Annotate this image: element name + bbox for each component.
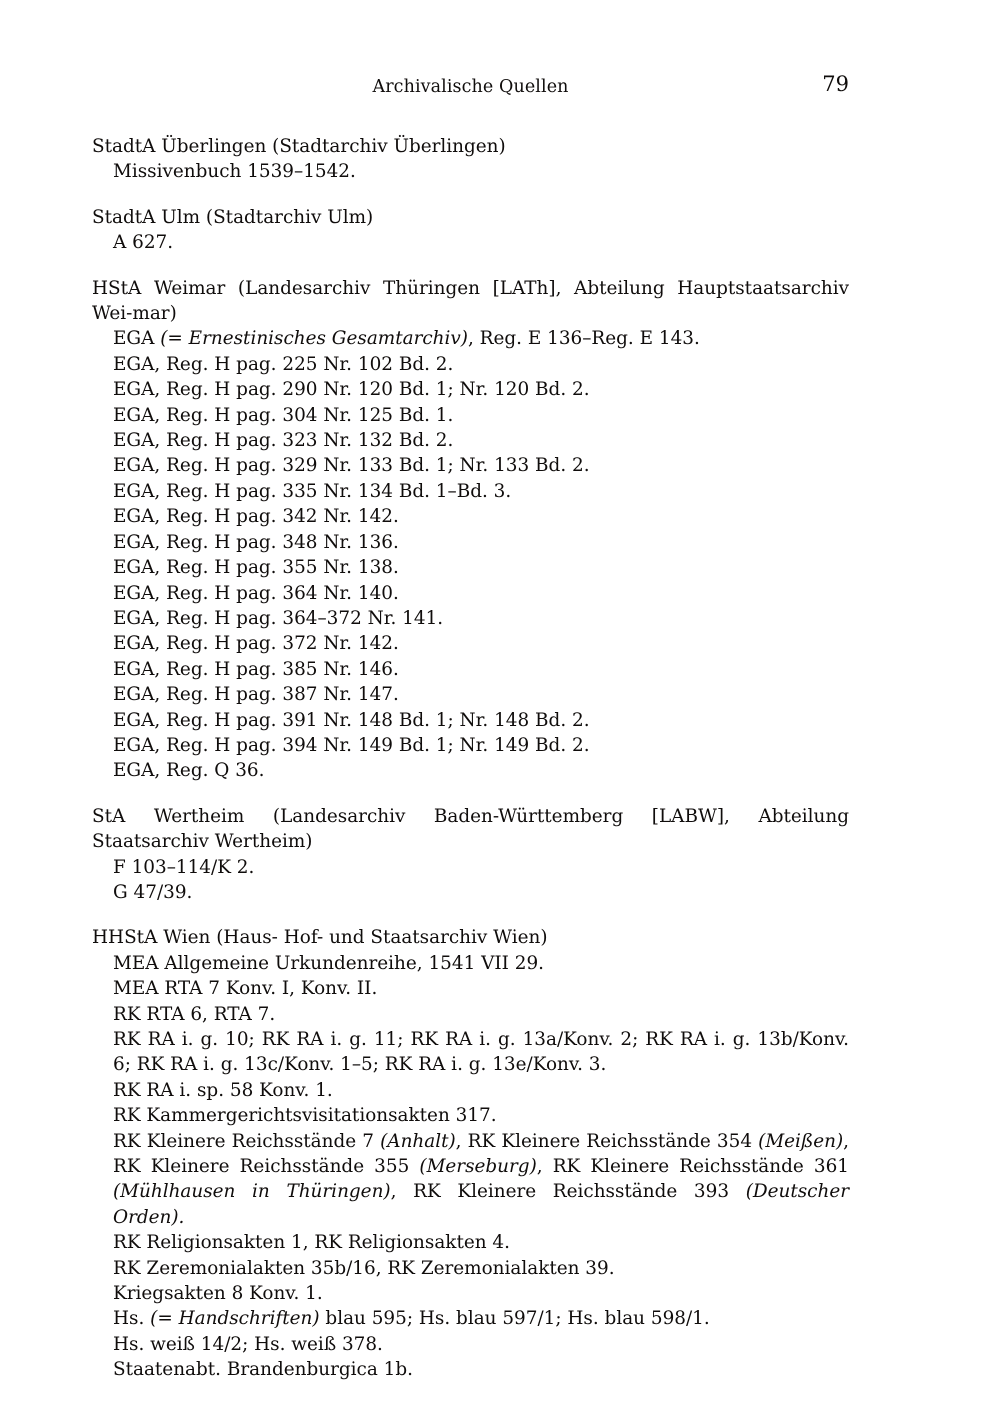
archive-entry: MEA RTA 7 Konv. I, Konv. II. [113, 978, 378, 1000]
archive-entry: RK Zeremonialakten 35b/16, RK Zeremonialakten 39. [113, 1257, 615, 1279]
entry-text-run: RK Kleinere Reichsstände 7 [113, 1130, 381, 1152]
archive-entry: EGA, Reg. H pag. 323 Nr. 132 Bd. 2. [113, 430, 454, 452]
archive-entry-list [92, 951, 849, 1383]
archive-section [92, 205, 849, 256]
archive-entry: A 627. [113, 232, 174, 254]
archive-entry: EGA, Reg. H pag. 394 Nr. 149 Bd. 1; Nr. 149 Bd. 2. [113, 734, 590, 756]
archive-entry: EGA, Reg. H pag. 225 Nr. 102 Bd. 2. [113, 353, 454, 375]
archive-entry: RK RTA 6, RTA 7. [113, 1003, 276, 1025]
entry-italic-note: (= Handschriften) [150, 1308, 320, 1330]
archive-entry-list [92, 326, 849, 783]
archive-entry: RK RA i. sp. 58 Konv. 1. [113, 1079, 333, 1101]
entry-italic-note: (= Ernestinisches Gesamtarchiv) [160, 328, 468, 350]
archive-section [92, 276, 849, 784]
archive-entry: Missivenbuch 1539–1542. [113, 161, 356, 183]
archive-entry: RK RA i. g. 10; RK RA i. g. 11; RK RA i. g. 13a/Konv. 2; RK RA i. g. 13b/Konv. 6; RK RA i. g. 13c/Konv. 1–5; RK RA i. g. 13e/Konv. 3. [113, 1029, 849, 1076]
running-head-title: Archivalische Quellen [372, 77, 569, 97]
archive-entry-list [92, 159, 849, 184]
archive-entry [92, 1306, 849, 1331]
archive-entry: EGA, Reg. H pag. 364–372 Nr. 141. [113, 607, 444, 629]
entry-italic-note: (Merseburg) [419, 1156, 537, 1178]
archive-entry: Staatenabt. Brandenburgica 1b. [113, 1359, 413, 1381]
archive-section [92, 804, 849, 906]
entry-text-run: , RK Kleinere Reichsstände 393 [390, 1181, 746, 1203]
archive-entry: EGA, Reg. H pag. 348 Nr. 136. [113, 531, 399, 553]
archive-entry: EGA, Reg. H pag. 329 Nr. 133 Bd. 1; Nr. 133 Bd. 2. [113, 455, 590, 477]
archive-heading: HStA Weimar (Landesarchiv Thüringen [LATh], Abteilung Hauptstaatsarchiv Wei-mar) [92, 277, 849, 325]
entry-text-run: , RK Kleinere Reichsstände 355 [113, 1130, 849, 1178]
archive-entry-list [92, 230, 849, 255]
archive-heading: StadtA Überlingen (Stadtarchiv Überlingen) [92, 136, 506, 157]
entry-text-run: , RK Kleinere Reichsstände 361 [536, 1156, 849, 1178]
entry-text-run: EGA [113, 328, 161, 350]
archive-heading: HHStA Wien (Haus- Hof- und Staatsarchiv Wien) [92, 927, 548, 949]
entry-italic-note: (Mühlhausen in Thüringen) [113, 1181, 391, 1203]
archive-heading: StA Wertheim (Landesarchiv Baden-Württemberg [LABW], Abteilung Staatsarchiv Wertheim) [92, 805, 849, 853]
archive-entry: EGA, Reg. H pag. 385 Nr. 146. [113, 658, 399, 680]
archive-entry: G 47/39. [113, 881, 193, 903]
archive-entry: MEA Allgemeine Urkundenreihe, 1541 VII 29. [113, 952, 545, 974]
entry-italic-note: (Anhalt) [380, 1130, 456, 1152]
archive-sections [92, 134, 849, 1383]
archive-entry: RK Religionsakten 1, RK Religionsakten 4. [113, 1232, 510, 1254]
entry-text-run: , Reg. E 136–Reg. E 143. [467, 328, 700, 350]
entry-text-run: Hs. [113, 1308, 151, 1330]
archive-entry: EGA, Reg. H pag. 335 Nr. 134 Bd. 1–Bd. 3. [113, 480, 512, 502]
page-number: 79 [822, 72, 849, 96]
archive-entry: EGA, Reg. H pag. 364 Nr. 140. [113, 582, 399, 604]
archive-entry-list [92, 855, 849, 906]
archive-section [92, 134, 849, 185]
running-head [92, 0, 849, 134]
archive-entry: EGA, Reg. H pag. 391 Nr. 148 Bd. 1; Nr. 148 Bd. 2. [113, 709, 590, 731]
page-content [92, 0, 849, 1383]
entry-text-run: , RK Kleinere Reichsstände 354 [455, 1130, 759, 1152]
archive-entry: EGA, Reg. H pag. 355 Nr. 138. [113, 557, 399, 579]
archive-entry: EGA, Reg. H pag. 372 Nr. 142. [113, 633, 399, 655]
archive-entry: Hs. weiß 14/2; Hs. weiß 378. [113, 1333, 383, 1355]
entry-text-run: blau 595; Hs. blau 597/1; Hs. blau 598/1. [319, 1308, 710, 1330]
entry-italic-note: (Meißen) [758, 1130, 844, 1152]
archive-entry: F 103–114/K 2. [113, 856, 255, 878]
archive-entry: EGA, Reg. H pag. 387 Nr. 147. [113, 684, 399, 706]
archive-entry [92, 1129, 849, 1231]
entry-italic-note: (Deutscher Orden). [113, 1181, 849, 1228]
archive-section [92, 925, 849, 1382]
archive-entry: EGA, Reg. Q 36. [113, 760, 265, 782]
archive-heading: StadtA Ulm (Stadtarchiv Ulm) [92, 206, 374, 228]
archive-entry: RK Kammergerichtsvisitationsakten 317. [113, 1105, 497, 1127]
archive-entry: EGA, Reg. H pag. 342 Nr. 142. [113, 506, 399, 528]
archive-entry: Kriegsakten 8 Konv. 1. [113, 1283, 323, 1305]
archive-entry: EGA, Reg. H pag. 290 Nr. 120 Bd. 1; Nr. 120 Bd. 2. [113, 379, 590, 401]
archive-entry [92, 326, 849, 351]
archive-entry: EGA, Reg. H pag. 304 Nr. 125 Bd. 1. [113, 404, 454, 426]
